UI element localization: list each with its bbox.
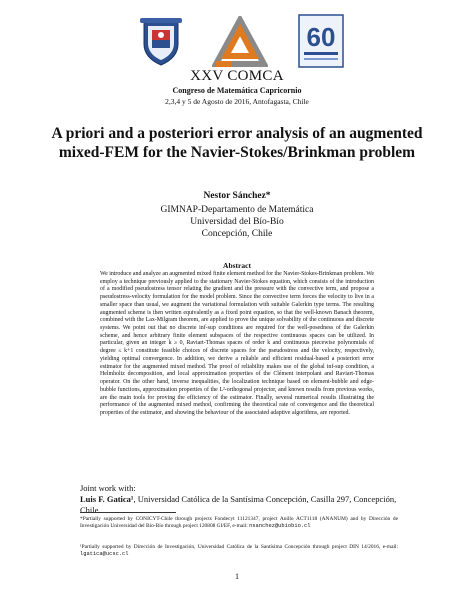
triangle-logo-icon: [212, 16, 268, 68]
coauthor-details: , Universidad Católica de la Santísima Concepción, Casilla 297, Concepción, Chile.: [80, 494, 397, 515]
footnote-2-email[interactable]: lgatica@ucsc.cl: [80, 551, 129, 557]
sixty-anniversary-logo-icon: [298, 14, 344, 68]
joint-work-label: Joint work with:: [80, 483, 136, 493]
affiliation: [0, 204, 474, 240]
university-seal-icon: [140, 18, 182, 66]
coauthor-name: Luis F. Gatica¹: [80, 494, 134, 504]
conference-subtitle: Congreso de Matemática Capricornio: [172, 86, 302, 95]
conference-date: 2,3,4 y 5 de Agosto de 2016, Antofagasta, Chile: [165, 97, 309, 106]
abstract-body: [100, 271, 374, 418]
affiliation-line: Universidad del Bío-Bío: [190, 217, 284, 227]
footnote-1-email[interactable]: nsanchez@ubiobio.cl: [249, 523, 311, 529]
footnote-1: [80, 516, 398, 530]
footnote-1-text: *Partially supported by CONICYT-Chile through projects Fondecyt 11121347, project Anillo ACT1118 (ANANUM) and by Dirección de Investigación Universidad del Bío-Bío through project 120808 GI/EF, e-mail:: [80, 516, 398, 529]
affiliation-line: Concepción, Chile: [201, 229, 273, 239]
footnote-rule: [80, 512, 176, 513]
affiliation-line: GIMNAP-Departamento de Matemática: [160, 205, 314, 215]
author-name: Nestor Sánchez*: [203, 191, 271, 201]
footnote-2-text: ¹Partially supported by Dirección de Investigación, Universidad Católica de la Santísima Concepción through project DIN 14/2016, e-mail:: [80, 544, 398, 550]
paper-title: A priori and a posteriori error analysis of an augmented mixed-FEM for the Navier-Stokes/Brinkman problem: [51, 125, 423, 161]
abstract-text: We introduce and analyze an augmented mixed finite element method for the Navier-Stokes-Brinkman problem. We employ a technique previously applied to the stationary Navier-Stokes equation, which consists of the introduction of a modified pseudostress tensor relating the gradient and the pressure with the convective term, and propose a pseudostress-velocity formulation for the model problem. Since the convective term forces the velocity to live in a smaller space than usual, we augment the variational formulation with suitable Galerkin type terms. The resulting augmented scheme is then written equivalently as a fixed point equation, so that the well-known Banach theorem, combined with the Lax-Milgram theorem, are applied to prove the unique solvability of the continuous and discrete systems. We point out that no discrete inf-sup conditions are required for the well-posedness of the Galerkin scheme, and hence arbitrary finite element subspaces of the respective continuous spaces can be utilized. In particular, given an integer k ≥ 0, Raviart-Thomas spaces of order k and continuous piecewise polynomials of degree ≤ k+1 constitute feasible choices of discrete spaces for the pseudostress and the velocity, respectively, yielding optimal convergence. In addition, we derive a reliable and efficient residual-based a posteriori error estimator for the augmented mixed method. The proof of reliability makes use of the global inf-sup condition, a Helmholtz decomposition, and local approximation properties of the Clément interpolant and Raviart-Thomas operator. On the other hand, inverse inequalities, the localization technique based on element-bubble and edge-bubble functions, approximation properties of the L²-orthogonal projector, and known results from previous works, are the main tools for proving the efficiency of the estimator. Finally, several numerical results illustrating the performance of the augmented mixed method, confirming the theoretical rate of convergence and the theoretical properties of the estimator, and showing the behaviour of the associated adaptive algorithms, are reported.: [100, 271, 374, 416]
svg-text:60: 60: [306, 22, 336, 52]
footnote-2: [80, 544, 398, 558]
abstract-heading: Abstract: [223, 261, 251, 270]
conference-title: XXV COMCA: [190, 68, 284, 84]
page-number: 1: [235, 572, 239, 581]
